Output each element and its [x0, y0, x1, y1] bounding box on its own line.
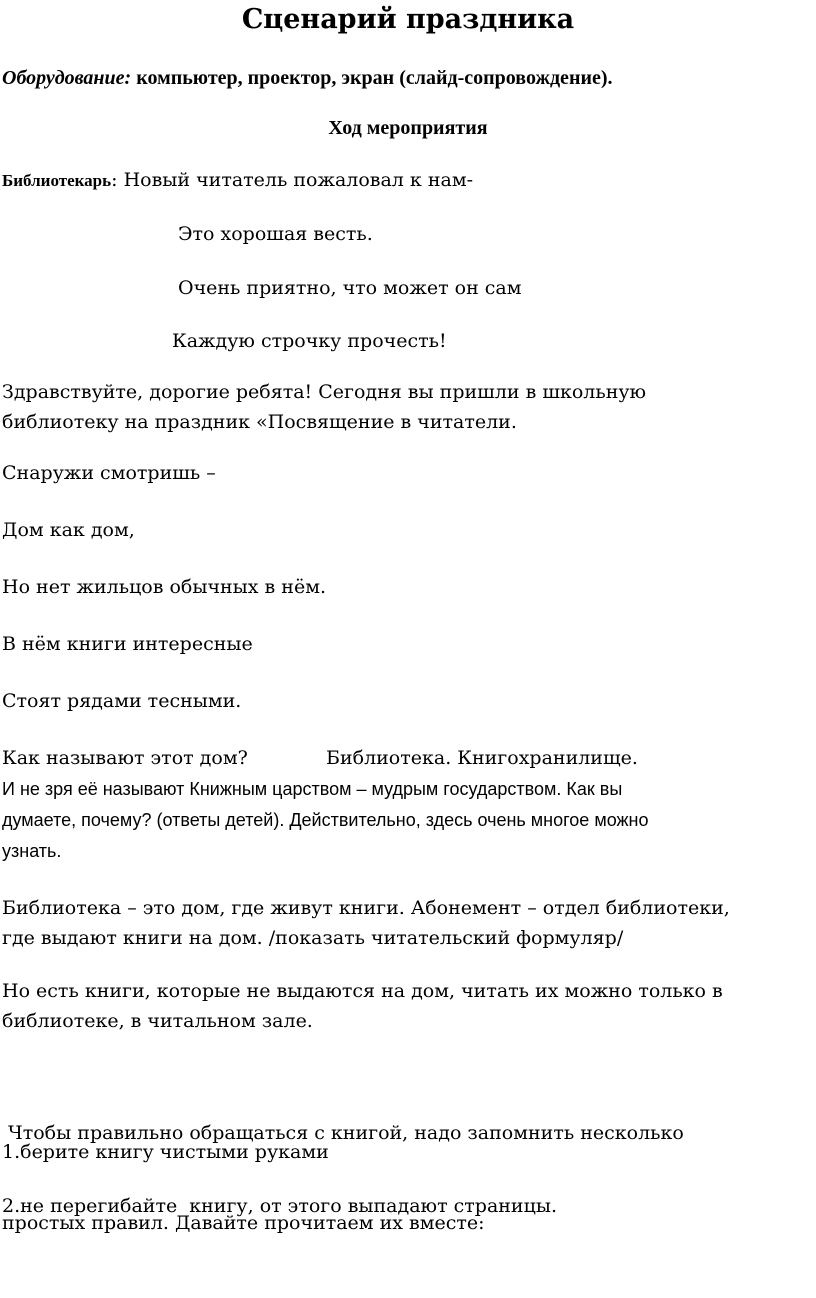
rule-item-1: 1.берите книгу чистыми руками: [2, 1141, 329, 1163]
reading-room-paragraph: [2, 976, 812, 1036]
speaker-line: [2, 169, 473, 191]
equipment-line: [2, 67, 613, 90]
reading-room-line-2: библиотеке, в читальном зале.: [2, 1010, 313, 1032]
speaker-separator: :: [111, 169, 124, 191]
abonement-paragraph: [2, 893, 812, 953]
greeting-paragraph: [2, 377, 812, 437]
verse-line-1: Новый читатель пожаловал к нам-: [123, 169, 474, 191]
abonement-line-1: Библиотека – это дом, где живут книги. Абонемент – отдел библиотеки,: [2, 897, 730, 919]
verse-line-4: Каждую строчку прочесть!: [172, 330, 447, 352]
equipment-text: компьютер, проектор, экран (слайд-сопровождение).: [131, 67, 613, 89]
speaker-name: Библиотекарь: [2, 171, 112, 190]
rules-intro-line-1: Чтобы правильно обращаться с книгой, надо запомнить несколько: [2, 1122, 684, 1144]
document-title: Сценарий праздника: [241, 4, 575, 35]
greeting-line-1: Здравствуйте, дорогие ребята! Сегодня вы пришли в школьную: [2, 381, 647, 403]
riddle-line-2: Дом как дом,: [2, 519, 135, 541]
kingdom-line-2: думаете, почему? (ответы детей). Действительно, здесь очень многое можно: [2, 810, 649, 830]
riddle-line-3: Но нет жильцов обычных в нём.: [2, 576, 327, 598]
riddle-question: Как называют этот дом?: [2, 747, 248, 769]
kingdom-line-1: И не зря её называют Книжным царством – мудрым государством. Как вы: [2, 779, 623, 799]
rules-intro-paragraph: [2, 1058, 812, 1298]
greeting-line-2: библиотеку на праздник «Посвящение в читатели.: [2, 411, 517, 433]
equipment-label: Оборудование:: [2, 67, 132, 89]
verse-line-3: Очень приятно, что может он сам: [178, 277, 522, 299]
riddle-answer: Библиотека. Книгохранилище.: [326, 747, 638, 769]
verse-line-2: Это хорошая весть.: [178, 223, 373, 245]
riddle-line-4: В нём книги интересные: [2, 633, 253, 655]
reading-room-line-1: Но есть книги, которые не выдаются на дом, читать их можно только в: [2, 980, 723, 1002]
riddle-line-1: Снаружи смотришь –: [2, 462, 216, 484]
riddle-line-5: Стоят рядами тесными.: [2, 690, 242, 712]
event-subtitle: Ход мероприятия: [328, 117, 488, 139]
rules-intro-line-2: простых правил. Давайте прочитаем их вместе:: [2, 1212, 485, 1234]
kingdom-paragraph: [2, 774, 814, 867]
abonement-line-2: где выдают книги на дом. /показать читательский формуляр/: [2, 927, 624, 949]
kingdom-line-3: узнать.: [2, 841, 62, 861]
rule-item-2: 2.не перегибайте книгу, от этого выпадают страницы.: [2, 1195, 557, 1217]
